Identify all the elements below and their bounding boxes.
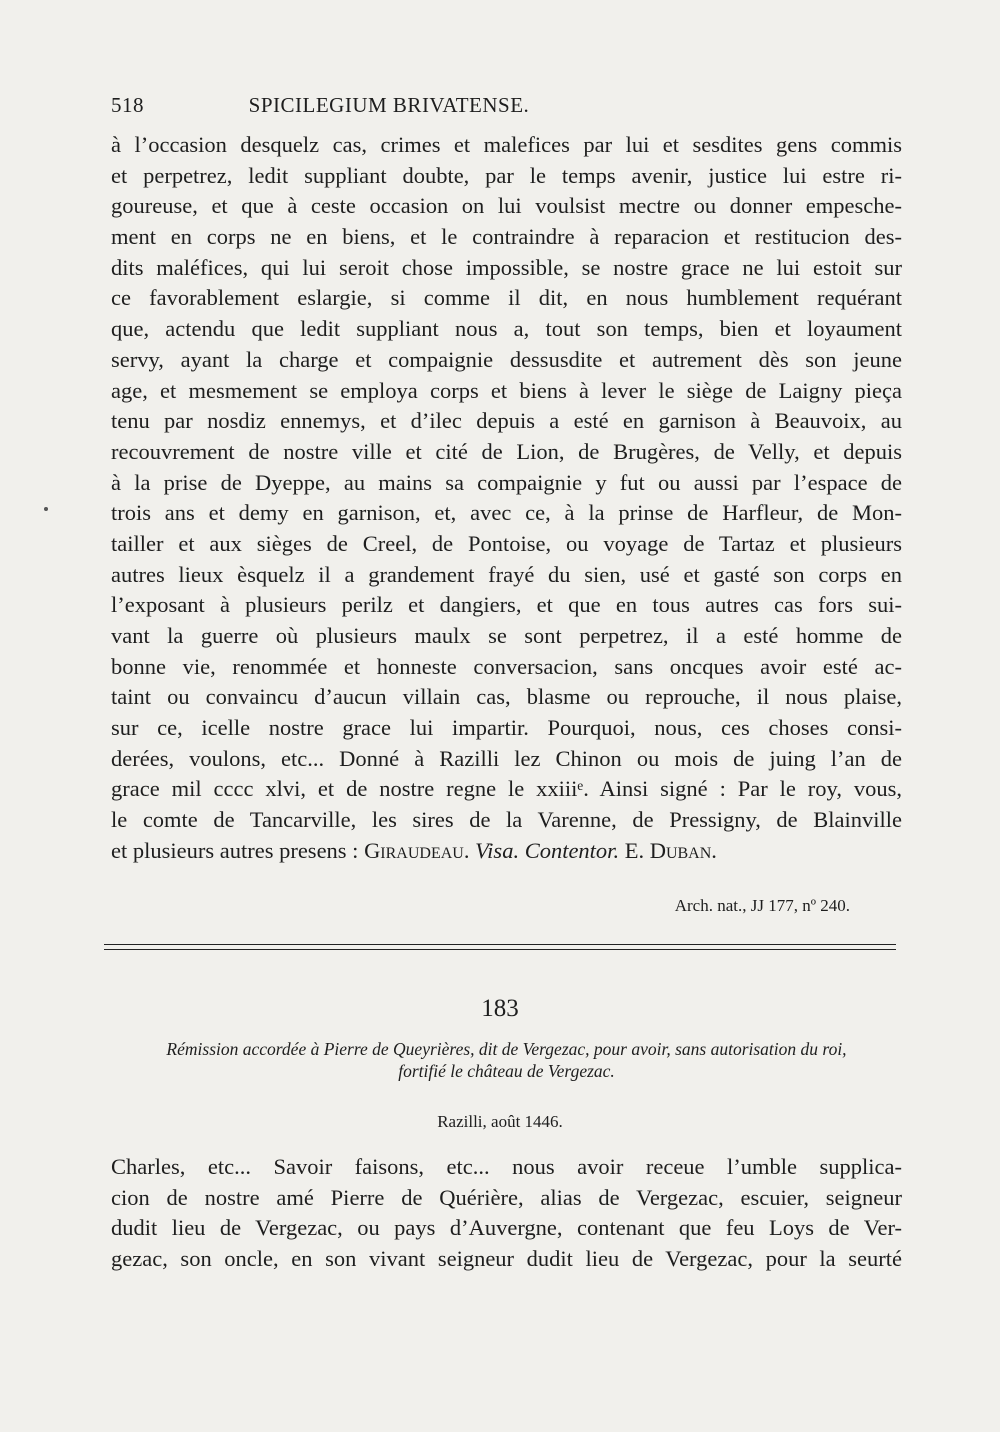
text-line: que, actendu que ledit suppliant nous a, tout son temps, bien et loyaument: [111, 316, 902, 342]
signatory-name: Giraudeau.: [364, 837, 470, 863]
document-dateline: Razilli, août 1446.: [437, 1112, 563, 1131]
text-line: cion de nostre amé Pierre de Quérière, alias de Vergezac, escuier, seigneur: [111, 1184, 902, 1210]
text-line: goureuse, et que à ceste occasion on lui voulsist mectre ou donner empesche-: [111, 193, 902, 219]
text-line: ce favorablement eslargie, si comme il dit, en nous humblement requérant: [111, 285, 902, 311]
text-line: trois ans et demy en garnison, et, avec ce, à la prinse de Harfleur, de Mon-: [111, 500, 902, 526]
text-line: le comte de Tancarville, les sires de la Varenne, de Pressigny, de Blainville: [111, 807, 902, 833]
text-line: autres lieux èsquelz il a grandement frayé du sien, usé et gasté son corps en: [111, 561, 902, 587]
stray-ink-mark: [44, 507, 48, 511]
text-line: bonne vie, renommée et honneste conversacion, sans oncques avoir esté ac-: [111, 653, 902, 679]
summary-line: fortifié le château de Vergezac.: [398, 1061, 615, 1081]
text-line: servy, ayant la charge et compaignie dessusdite et autrement dès son jeune: [111, 346, 902, 372]
text-line: sur ce, icelle nostre grace lui impartir. Pourquoi, nous, ces choses consi-: [111, 715, 902, 741]
text-line: tenu par nosdiz ennemys, et d’ilec depuis a esté en garnison à Beauvoix, au: [111, 408, 902, 434]
section-divider-thin: [104, 949, 896, 950]
text-line: Charles, etc... Savoir faisons, etc... nous avoir receue l’umble supplica-: [111, 1154, 902, 1179]
archive-reference: Arch. nat., JJ 177, nº 240.: [674, 896, 850, 915]
text-line: et perpetrez, ledit suppliant doubte, par le temps avenir, justice lui estre ri-: [111, 162, 902, 188]
summary-line: Rémission accordée à Pierre de Queyrières, dit de Vergezac, pour avoir, sans autorisation du roi,: [166, 1039, 847, 1059]
signatory-name-2: E. Duban.: [619, 837, 717, 863]
section-divider-thick: [104, 944, 896, 945]
text-line: à la prise de Dyeppe, au mains sa compaignie y fut ou aussi par l’espace de: [111, 469, 902, 495]
signature-prefix: et plusieurs autres presens :: [111, 837, 365, 863]
text-line: l’exposant à plusieurs perilz et dangiers, et que en tous autres cas fors sui-: [111, 592, 902, 618]
text-line: à l’occasion desquelz cas, crimes et malefices par lui et sesdites gens commis: [111, 132, 902, 157]
text-line: recouvrement de nostre ville et cité de Lion, de Brugères, de Velly, et depuis: [111, 438, 902, 464]
text-line: gezac, son oncle, en son vivant seigneur dudit lieu de Vergezac, pour la seurté: [111, 1246, 902, 1272]
signature-line: [111, 836, 902, 867]
text-line: age, et mesmement se employa corps et biens à lever le siège de Laigny pieça: [111, 377, 902, 403]
text-line: taint ou convaincu d’aucun villain cas, blasme ou reprouche, il nous plaise,: [111, 684, 902, 710]
text-line: tailler et aux sièges de Creel, de Pontoise, ou voyage de Tartaz et plusieurs: [111, 530, 902, 556]
page-header: [111, 93, 667, 123]
second-text-block: [111, 1152, 902, 1275]
document-summary: [111, 1038, 902, 1082]
text-line: dudit lieu de Vergezac, ou pays d’Auvergne, contenant que feu Loys de Ver-: [111, 1215, 902, 1241]
main-text-block: [111, 130, 902, 867]
page-number: 518: [111, 93, 144, 117]
visa-contentor: Visa. Contentor.: [469, 837, 620, 863]
text-line: ment en corps ne en biens, et le contraindre à reparacion et restitucion des-: [111, 224, 902, 250]
text-line: grace mil cccc xlvi, et de nostre regne le xxiiiᵉ. Ainsi signé : Par le roy, vous,: [111, 776, 902, 802]
running-title: SPICILEGIUM BRIVATENSE.: [248, 93, 530, 117]
text-line: vant la guerre où plusieurs maulx se sont perpetrez, il a esté homme de: [111, 623, 902, 648]
document-number: 183: [481, 995, 519, 1022]
text-line: derées, voulons, etc... Donné à Razilli lez Chinon ou mois de juing l’an de: [111, 745, 902, 771]
text-line: dits maléfices, qui lui seroit chose impossible, se nostre grace ne lui estoit sur: [111, 254, 902, 280]
